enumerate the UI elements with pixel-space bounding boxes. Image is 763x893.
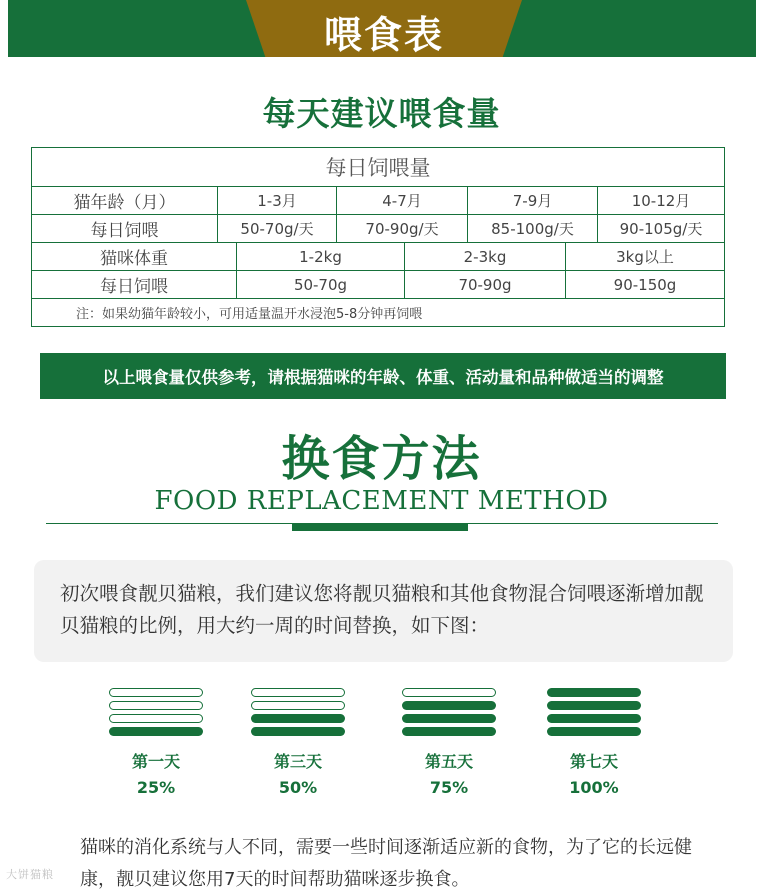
weight-cell: 3kg以上 — [566, 243, 724, 271]
daily-title: 每天建议喂食量 — [262, 94, 501, 133]
bar-empty — [109, 688, 203, 697]
feed-cell: 70-90g/天 — [337, 215, 468, 243]
method-title: 换食方法 — [281, 431, 482, 487]
bar-empty — [109, 714, 203, 723]
day-label: 第三天 — [273, 752, 322, 771]
bar-filled — [547, 688, 641, 697]
weight-label: 猫咪体重 — [32, 243, 237, 271]
day-step — [107, 688, 205, 797]
day-label: 第七天 — [569, 752, 618, 771]
weight-feed-cell: 50-70g — [237, 271, 405, 299]
header-title: 喂食表 — [323, 13, 444, 57]
weight-cell: 1-2kg — [237, 243, 405, 271]
bar-filled — [402, 714, 496, 723]
bar-filled — [402, 727, 496, 736]
ratio-bars — [107, 688, 205, 736]
feed-label: 每日饲喂 — [32, 215, 218, 243]
day-percent: 75% — [429, 778, 469, 797]
weight-cell: 2-3kg — [405, 243, 566, 271]
bar-empty — [251, 701, 345, 710]
bar-filled — [251, 727, 345, 736]
feed-cell: 85-100g/天 — [468, 215, 598, 243]
day-label: 第五天 — [424, 752, 473, 771]
intro-text: 初次喂食靓贝猫粮，我们建议您将靓贝猫粮和其他食物混合饲喂逐渐增加靓贝猫粮的比例，用大约一周的时间替换，如下图： — [60, 582, 704, 637]
day-percent: 100% — [569, 778, 619, 797]
bar-filled — [251, 714, 345, 723]
weight-feed-cell: 90-150g — [566, 271, 724, 299]
bar-filled — [547, 701, 641, 710]
weight-feed-cell: 70-90g — [405, 271, 566, 299]
bar-empty — [109, 701, 203, 710]
bar-empty — [402, 688, 496, 697]
ratio-bars — [400, 688, 498, 736]
table-note: 注：如果幼猫年龄较小，可用适量温开水浸泡5-8分钟再饲喂 — [76, 307, 423, 322]
age-cell: 7-9月 — [468, 187, 598, 215]
day-percent: 25% — [136, 778, 176, 797]
age-cell: 10-12月 — [598, 187, 724, 215]
day-label: 第一天 — [131, 752, 180, 771]
watermark: 大饼猫粮 — [6, 868, 54, 881]
day-percent: 50% — [278, 778, 318, 797]
divider-accent — [292, 523, 468, 531]
bar-filled — [402, 701, 496, 710]
day-step — [545, 688, 643, 797]
footer-text: 猫咪的消化系统与人不同，需要一些时间逐渐适应新的食物，为了它的长远健康，靓贝建议您用7天的时间帮助猫咪逐步换食。 — [80, 837, 692, 890]
table-caption: 每日饲喂量 — [32, 148, 724, 187]
day-step — [249, 688, 347, 797]
method-subtitle: FOOD REPLACEMENT METHOD — [154, 486, 609, 516]
bar-empty — [251, 688, 345, 697]
ratio-bars — [249, 688, 347, 736]
notice-banner: 以上喂食量仅供参考，请根据猫咪的年龄、体重、活动量和品种做适当的调整 — [40, 353, 726, 399]
age-cell: 4-7月 — [337, 187, 468, 215]
bar-filled — [547, 714, 641, 723]
feed-label-2: 每日饲喂 — [32, 271, 237, 299]
age-label: 猫年龄（月） — [32, 187, 218, 215]
day-step — [400, 688, 498, 797]
bar-filled — [109, 727, 203, 736]
feed-cell: 90-105g/天 — [598, 215, 724, 243]
bar-filled — [547, 727, 641, 736]
feed-cell: 50-70g/天 — [218, 215, 337, 243]
age-cell: 1-3月 — [218, 187, 337, 215]
feeding-table — [31, 147, 725, 327]
ratio-bars — [545, 688, 643, 736]
